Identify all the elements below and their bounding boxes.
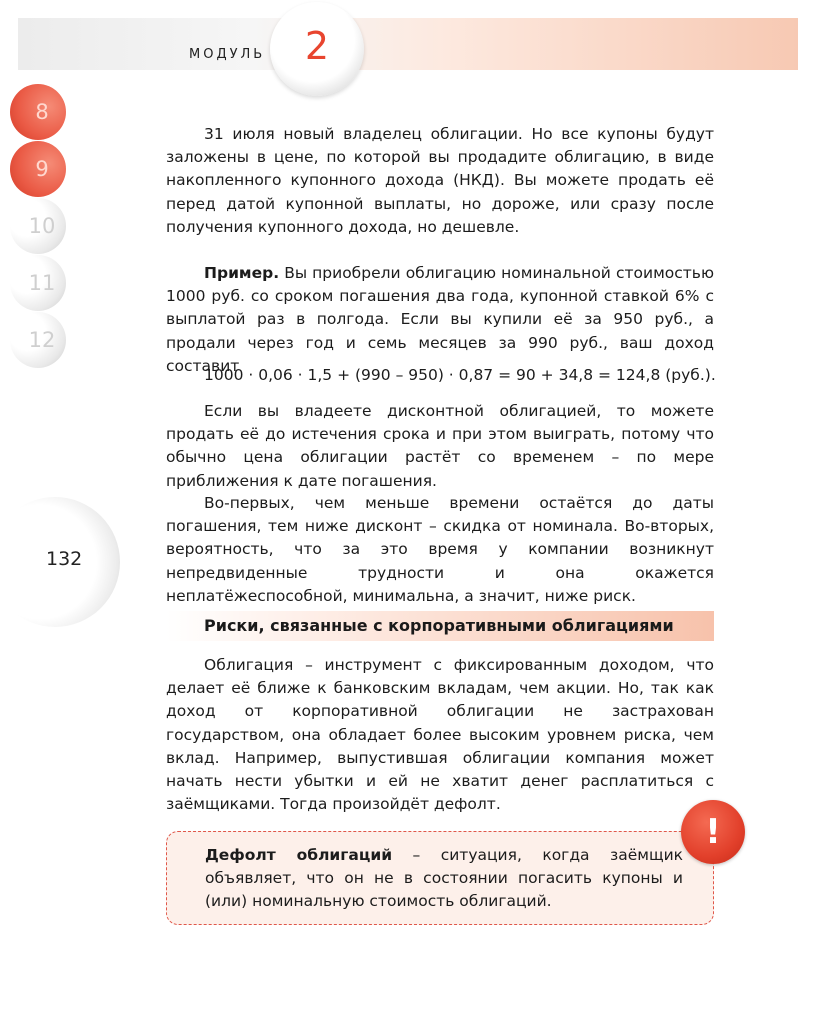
definition-text xyxy=(205,844,683,914)
side-tab-11[interactable] xyxy=(10,255,66,311)
paragraph-discount-bond: Если вы владеете дисконтной облигацией, то можете продать её до истечения срока и при этом выиграть, потому что обычно цена облигации растёт со временем – по мере приближения к дате погашения. xyxy=(166,402,714,490)
section-heading xyxy=(166,611,714,641)
definition-term: Дефолт облигаций xyxy=(205,846,393,864)
module-header-band xyxy=(18,18,798,70)
side-tab-label: 8 xyxy=(35,100,49,124)
page-number: 132 xyxy=(46,548,83,570)
paragraph-nkd: 31 июля новый владелец облигации. Но все купоны будут заложены в цене, по которой вы продадите облигацию, в виде накопленного купонного дохода (НКД). Вы можете продать её перед датой купонной выплаты, но дороже, или сразу после получения купонного дохода, но дешевле. xyxy=(166,125,714,236)
section-heading-text: Риски, связанные с корпоративными облигациями xyxy=(204,616,674,635)
paragraph-reasons: Во-первых, чем меньше времени остаётся до даты погашения, тем ниже дисконт – скидка от номинала. Во-вторых, вероятность, что за это время у компании возникнут непредвиденные трудности и она окажется неплатёжеспособной, минимальна, а значит, ниже риск. xyxy=(166,494,714,605)
exclamation-icon: ! xyxy=(681,800,745,864)
module-number: 2 xyxy=(304,24,330,68)
example-formula: 1000 · 0,06 · 1,5 + (990 – 950) · 0,87 = 90 + 34,8 = 124,8 (руб.). xyxy=(204,366,716,384)
side-tab-label: 9 xyxy=(35,157,49,181)
module-label: МОДУЛЬ xyxy=(189,47,266,62)
side-tab-12[interactable] xyxy=(10,312,66,368)
side-tab-label: 11 xyxy=(28,271,56,295)
module-number-badge xyxy=(270,2,364,96)
example-label: Пример. xyxy=(204,264,280,282)
side-tab-9[interactable] xyxy=(10,141,66,197)
example-text: Вы приобрели облигацию номинальной стоимостью 1000 руб. со сроком погашения два года, купонной ставкой 6% с выплатой раз в полгода. Если вы купили её за 950 руб., а продали через год и семь месяцев за 990 руб., ваш доход составит xyxy=(166,264,714,375)
side-tab-10[interactable] xyxy=(10,198,66,254)
definition-body: – ситуация, когда заёмщик объявляет, что он не в состоянии погасить купоны и (или) номинальную стоимость облигаций. xyxy=(205,846,683,911)
side-tab-label: 12 xyxy=(28,328,56,352)
side-tab-8[interactable] xyxy=(10,84,66,140)
paragraph-example xyxy=(166,262,714,378)
side-tab-label: 10 xyxy=(28,214,56,238)
paragraph-corporate-risk: Облигация – инструмент с фиксированным доходом, что делает её ближе к банковским вкладам, чем акции. Но, так как доход от корпоративной облигации не застрахован государством, она обладает более высоким уровнем риска, чем вклад. Например, выпустившая облигации компания может начать нести убытки и ей не хватит денег расплатиться с заёмщиками. Тогда произойдёт дефолт. xyxy=(166,656,714,814)
definition-box xyxy=(166,831,714,925)
